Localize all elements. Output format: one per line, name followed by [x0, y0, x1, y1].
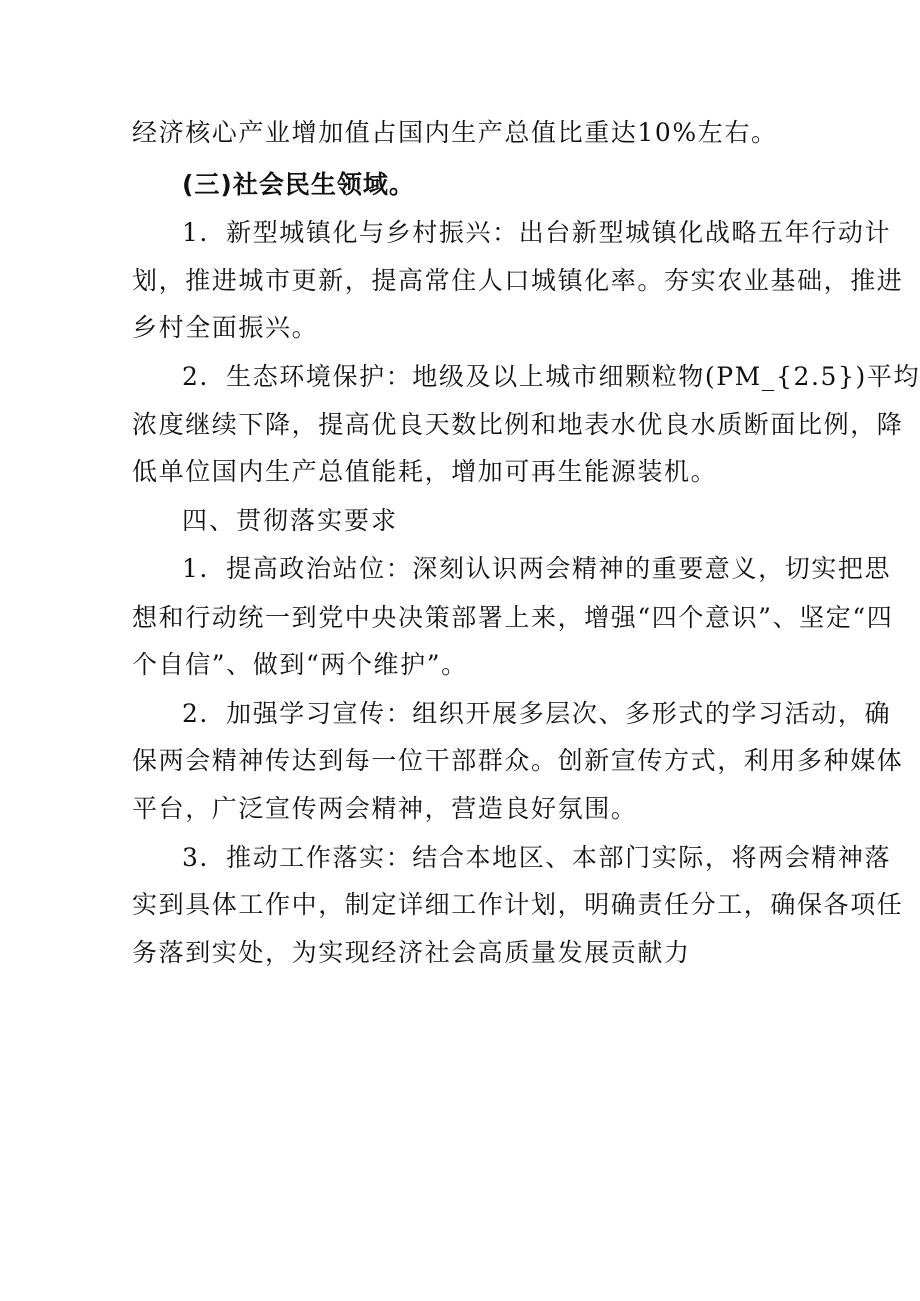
paragraph-line: 想和行动统一到党中央决策部署上来，增强“四个意识”、坚定“四 [132, 603, 894, 632]
paragraph-line: 实到具体工作中，制定详细工作计划，明确责任分工，确保各项任 [132, 890, 904, 919]
paragraph-line: 1．提高政治站位：深刻认识两会精神的重要意义，切实把思 [182, 554, 892, 583]
paragraph-line: 1．新型城镇化与乡村振兴：出台新型城镇化战略五年行动计 [182, 218, 892, 247]
paragraph-line: 2．生态环境保护：地级及以上城市细颗粒物(PM_{2.5})平均 [182, 362, 920, 391]
paragraph-line: 划，推进城市更新，提高常住人口城镇化率。夯实农业基础，推进 [132, 266, 904, 295]
paragraph-line: 个自信”、做到“两个维护”。 [132, 650, 468, 679]
paragraph-line: 浓度继续下降，提高优良天数比例和地表水优良水质断面比例，降 [132, 410, 904, 439]
paragraph-line: 经济核心产业增加值占国内生产总值比重达10%左右。 [132, 118, 778, 147]
paragraph-line: 2．加强学习宣传：组织开展多层次、多形式的学习活动，确 [182, 699, 892, 728]
section-heading-4: 四、贯彻落实要求 [182, 506, 399, 535]
paragraph-line: 保两会精神传达到每一位干部群众。创新宣传方式，利用多种媒体 [132, 746, 904, 775]
paragraph-line: 3．推动工作落实：结合本地区、本部门实际，将两会精神落 [182, 843, 892, 872]
paragraph-line: 低单位国内生产总值能耗，增加可再生能源装机。 [132, 457, 718, 486]
section-heading-3: (三)社会民生领域。 [182, 170, 415, 199]
paragraph-line: 乡村全面振兴。 [132, 313, 319, 342]
paragraph-line: 务落到实处，为实现经济社会高质量发展贡献力 [132, 938, 691, 967]
paragraph-line: 平台，广泛宣传两会精神，营造良好氛围。 [132, 794, 638, 823]
